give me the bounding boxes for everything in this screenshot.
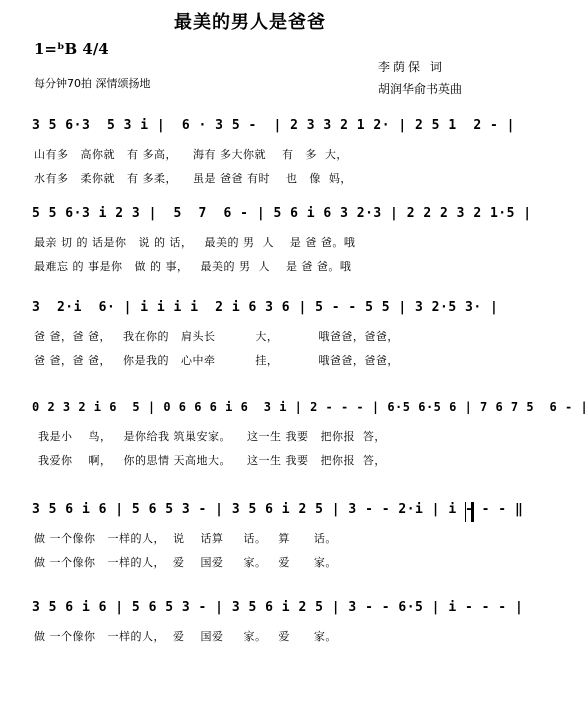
lyric-line: 做 一个像你 一样的人， 爱 国爱 家。 爱 家。 [34, 630, 337, 643]
song-title: 最美的男人是爸爸 [174, 12, 326, 33]
lyric-line-verse-2: 水有多 柔你就 有 多柔， 虽是 爸爸 有时 也 像 妈， [34, 172, 352, 185]
lyric-line-verse-2: 做 一个像你 一样的人， 爱 国爱 家。 爱 家。 [34, 556, 337, 569]
lyric-line-verse-1: 我是小 鸟， 是你给我 筑巢安家。 这一生 我要 把你报 答， [34, 430, 386, 443]
composer-credit: 胡润华俞书英曲 [378, 82, 463, 96]
notation-line: 3 5 6·3 5 3 i | 6 · 3 5 - | 2 3 3 2 1 2· | 2 5 1 2 - | [32, 118, 515, 133]
lyric-line-verse-1: 最亲 切 的 话是你 说 的 话， 最美的 男 人 是 爸 爸。哦 [34, 236, 356, 249]
repeat-end-barline [465, 502, 474, 522]
tempo-marking: 每分钟70拍 深情颂扬地 [34, 77, 151, 90]
lyric-line-verse-2: 我爱你 啊， 你的思情 天高地大。 这一生 我要 把你报 答， [34, 454, 386, 467]
lyric-line-verse-1: 山有多 高你就 有 多高， 海有 多大你就 有 多 大， [34, 148, 348, 161]
notation-line: 5 5 6·3 i 2 3 | 5 7 6 - | 5 6 i 6 3 2·3 | 2 2 2 3 2 1·5 | [32, 206, 532, 221]
lyric-line-verse-2: 最难忘 的 事是你 做 的 事， 最美的 男 人 是 爸 爸。哦 [34, 260, 352, 273]
notation-line: 3 5 6 i 6 | 5 6 5 3 - | 3 5 6 i 2 5 | 3 - - 6·5 | i - - - | [32, 600, 524, 615]
lyric-line-verse-1: 爸 爸，爸 爸， 我在你的 肩头长 大， 哦爸爸，爸爸， [34, 330, 399, 343]
notation-line: 3 2·i 6· | i i i i 2 i 6 3 6 | 5 - - 5 5 | 3 2·5 3· | [32, 300, 499, 315]
lyric-line-verse-2: 爸 爸，爸 爸， 你是我的 心中牵 挂， 哦爸爸，爸爸， [34, 354, 399, 367]
lyric-line-verse-1: 做 一个像你 一样的人， 说 话算 话。 算 话。 [34, 532, 337, 545]
lyricist-credit: 李荫保 词 [378, 60, 445, 74]
notation-line: 0 2 3 2 i 6 5 | 0 6 6 6 i 6 3 i | 2 - - - | 6·5 6·5 6 | 7 6 7 5 6 - | [32, 400, 588, 414]
notation-line: 3 5 6 i 6 | 5 6 5 3 - | 3 5 6 i 2 5 | 3 - - 2·i | i - - - ‖ [32, 502, 524, 517]
key-signature: 1=ᵇB 4/4 [34, 40, 109, 58]
